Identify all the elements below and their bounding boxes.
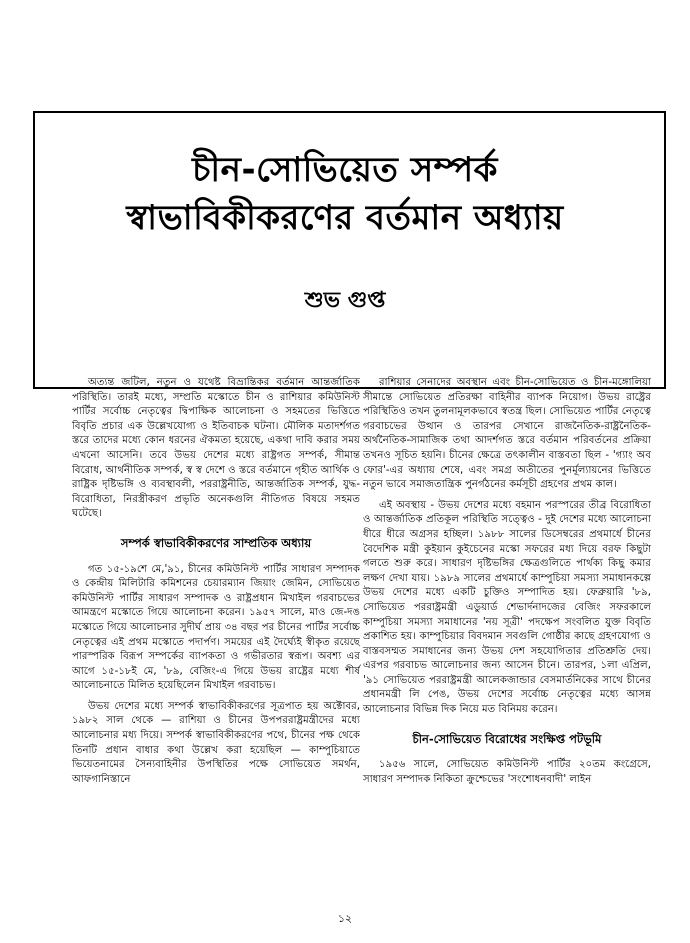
left-paragraph-3: উভয় দেশের মধ্যে সম্পর্ক স্বাভাবিকীকরণের সূত্রপাত হয় অক্টোবর, ১৯৮২ সাল থেকে — রাশিয়া ও চীনের উপপররাষ্ট্রমন্ত্রীদের মধ্যে আলোচনার মধ্য দিয়ে। সম্পর্ক স্বাভাবিকীকরণের পথে, চীনের পক্ষ থেকে তিনটি প্রধান বাধার কথা উল্লেখ করা হয়েছিল — কাম্পুচিয়াতে ভিয়েতনামের সৈন্যবাহিনীর উপস্থিতির পক্ষে সোভিয়েত সমর্থন, আফগানিস্তানে: [72, 700, 360, 785]
page-number: ১২: [337, 912, 353, 925]
right-paragraph-3: ১৯৫৬ সালে, সোভিয়েত কমিউনিস্ট পার্টির ২০তম কংগ্রেসে, সাধারণ সম্পাদক নিকিতা ক্রুশ্চেভের 'সংশোধনবাদী' লাইন: [363, 759, 651, 785]
left-paragraph-1: অত্যন্ত জটিল, নতুন ও যথেষ্ট বিভ্রান্তিকর বর্তমান আন্তর্জাতিক পরিস্থিতি। তারই মধ্যে, সম্প্রতি মস্কোতে চীন ও রাশিয়ার কমিউনিস্ট পার্টির সর্বোচ্চ নেতৃত্বের দ্বিপাক্ষিক আলোচনা ও সহমতের ভিত্তিতে বিবৃতি প্রচার এক উল্লেখযোগ্য ও ইতিবাচক ঘটনা। মৌলিক মতাদর্শগত স্তরে তাদের মধ্যে কোন ধরনের ঐকমত্য হয়েছে, একথা দাবি করার সময় এখনো আসেনি। তবে উভয় দেশের মধ্যে রাষ্ট্রগত সম্পর্ক, সীমান্ত বিরোধ, আর্থনীতিক সম্পর্ক, স্ব স্ব দেশে ও স্তরে বর্তমানে গৃহীত আর্থিক ও রাষ্ট্রিক দৃষ্টিভঙ্গি ও ব্যবস্থাবলী, পররাষ্ট্রনীতি, আন্তর্জাতিক সম্পর্ক, যুদ্ধ-বিরোধিতা, নিরস্ত্রীকরণ প্রভৃতি অনেকগুলি নীতিগত বিষয়ে সহমত ঘটেছে।: [72, 377, 360, 520]
right-paragraph-1: রাশিয়ার সেনাদের অবস্থান এবং চীন-সোভিয়েত ও চীন-মঙ্গোলিয়া সীমান্তে সোভিয়েত প্রতিরক্ষা বাহিনীর ব্যাপক নিয়োগ। উভয় রাষ্ট্রের পরিস্থিতিও তখন তুলনামূলকভাবে স্বতন্ত্র ছিল। সোভিয়েত পার্টির নেতৃত্বে গরবাচভের উত্থান ও তারপর সেখানে রাজনৈতিক-রাষ্ট্রনৈতিক-অর্থনৈতিক-সামাজিক তথা আদর্শগত স্তরে বর্তমান পরিবর্তনের প্রক্রিয়া তখনও সূচিত হয়নি। চীনের ক্ষেত্রে তৎকালীন বাস্তবতা ছিল - 'গ্যাং অব ফোর'-এর অধ্যায় শেষে, এবং সমগ্র অতীতের পুনর্মূল্যায়নের ভিত্তিতে নতুন ভাবে সমাজতান্ত্রিক পুনর্গঠনের কর্মসূচী গ্রহণের প্রথম কাল।: [363, 377, 651, 491]
article-title-line2: স্বাভাবিকীকরণের বর্তমান অধ্যায়: [126, 198, 564, 238]
right-column: [363, 376, 651, 793]
article-title-line1: চীন-সোভিয়েত সম্পর্ক: [192, 150, 498, 190]
section-heading-recent: সম্পর্ক স্বাভাবিকীকরণের সাম্প্রতিক অধ্যায়: [120, 535, 312, 550]
right-paragraph-2: এই অবস্থায় - উভয় দেশের মধ্যে বহমান পরস্পরের তীব্র বিরোধিতা ও আন্তর্জাতিক প্রতিকূল পরিস্থিতি সত্ত্বেও - দুই দেশের মধ্যে আলোচনা ধীরে ধীরে অগ্রসর হচ্ছিল। ১৯৮৮ সালের ডিসেম্বরের প্রথমার্ধে চীনের বৈদেশিক মন্ত্রী কুইয়ান কুইচেনের মস্কো সফরের মধ্য দিয়ে বরফ কিছুটা গলতে শুরু করে। সাধারণ দৃষ্টিভঙ্গির ক্ষেত্রগুলিতে পার্থক্য কিছু কমার লক্ষণ দেখা যায়। ১৯৮৯ সালের প্রথমার্ধে কাম্পুচিয়া সমস্যা সমাধানকল্পে উভয় দেশের মধ্যে একটি চুক্তিও সম্পাদিত হয়। ফেব্রুয়ারি '৮৯, সোভিয়েত পররাষ্ট্রমন্ত্রী এডুয়ার্ড শেভার্দনাদজের বেজিং সফরকালে কাম্পুচিয়া সমস্যা সমাধানের 'নয় সূত্রী' পদক্ষেপ সংবলিত যুক্ত বিবৃতি প্রকাশিত হয়। কাম্পুচিয়ার বিবদমান সবগুলি গোষ্ঠীর কাছে গ্রহণযোগ্য ও বাস্তবসম্মত সমাধানের জন্য উভয় দেশ সহযোগিতার প্রতিশ্রুতি দেয়। এরপর গরবাচভ আলোচনার জন্য আসেন চীনে। তারপর, ১লা এপ্রিল, '৯১ সোভিয়েত পররাষ্ট্রমন্ত্রী আলেকজান্ডার বেসমার্তনিকের সাথে চীনের প্রধানমন্ত্রী লি পেঙ, উভয় দেশের সর্বোচ্চ নেতৃত্বের মধ্যে আসন্ন আলোচনার বিভিন্ন দিক নিয়ে মত বিনিময় করেন।: [363, 499, 651, 716]
section-heading-background: চীন-সোভিয়েত বিরোধের সংক্ষিপ্ত পটভূমি: [412, 731, 602, 746]
author-name: শুভ গুপ্ত: [304, 288, 386, 313]
left-column: [72, 376, 360, 793]
left-paragraph-2: গত ১৫-১৯শে মে,'৯১, চীনের কমিউনিস্ট পার্টির সাধারণ সম্পাদক ও কেন্দ্রীয় মিলিটারি কমিশনের চেয়ারম্যান জিয়াং জেমিন, সোভিয়েত কমিউনিস্ট পার্টির সাধারণ সম্পাদক ও রাষ্ট্রপ্রধান মিখাইল গরবাচভের আমন্ত্রণে মস্কোতে গিয়ে আলোচনা করেন। ১৯৫৭ সালে, মাও জে-দঙ মস্কোতে গিয়ে আলোচনার সুদীর্ঘ প্রায় ৩৪ বছর পর চীনের পার্টির সর্বোচ্চ নেতৃত্বের এই প্রথম মস্কোতে পদার্পণ। সময়ের এই দৈর্ঘ্যেই স্বীকৃত রয়েছে পারস্পরিক বিরূপ সম্পর্কের ব্যাপকতা ও গভীরতার স্বরূপ। অবশ্য এর আগে ১৫-১৮ই মে, '৮৯, বেজিং-এ গিয়ে উভয় রাষ্ট্রের মধ্যে শীর্ষ আলোচনাতে মিলিত হয়েছিলেন মিখাইল গরবাচভ।: [72, 563, 360, 692]
